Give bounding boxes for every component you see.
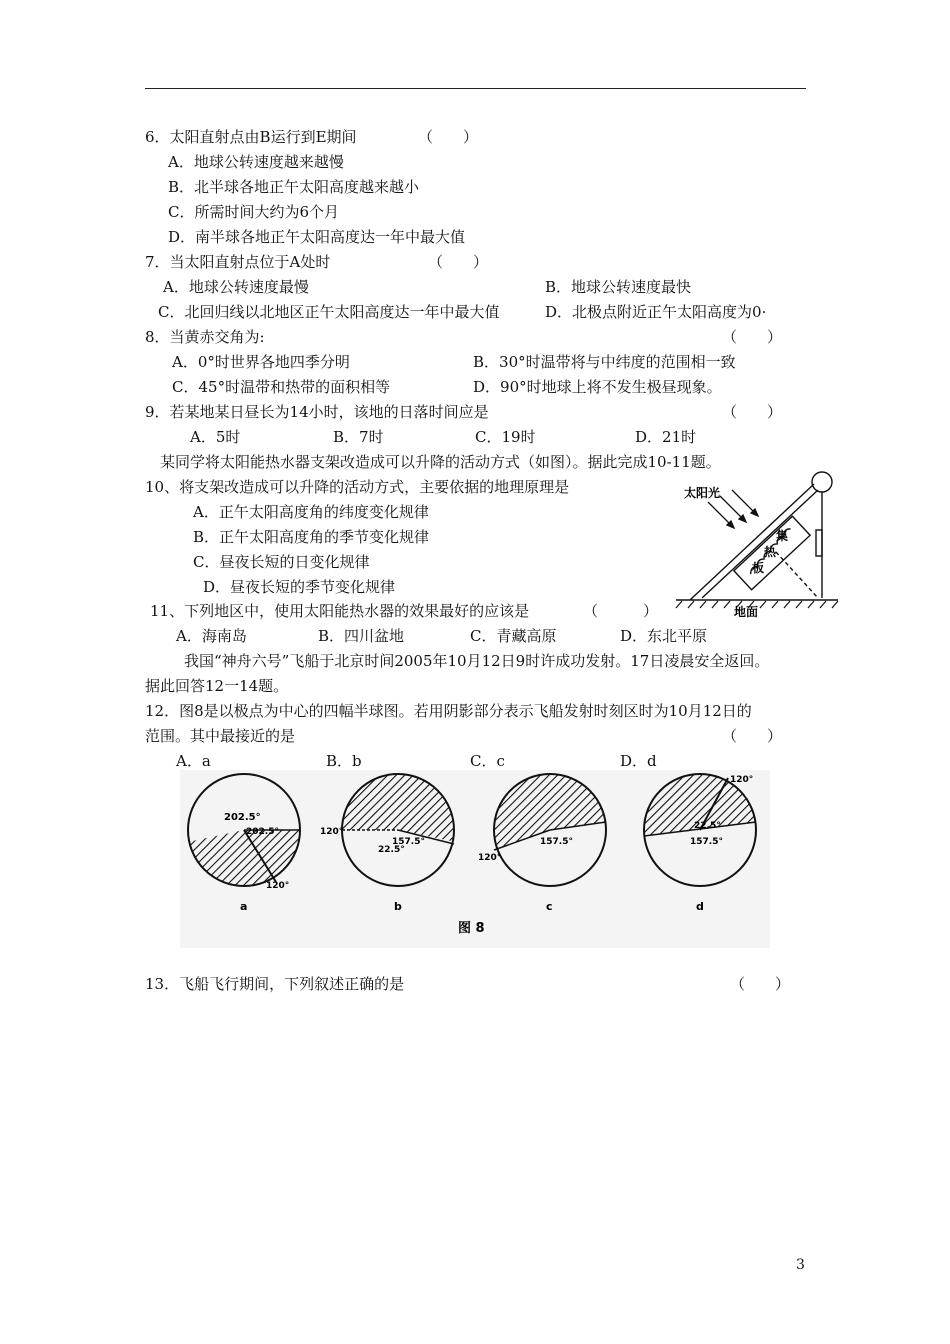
- q12-stem-line2: 范围。其中最接近的是: [145, 727, 296, 745]
- q13-stem: 13．飞船飞行期间，下列叙述正确的是: [145, 975, 405, 993]
- q7-option-a: A．地球公转速度最慢: [163, 278, 309, 296]
- q12-option-c: C．c: [470, 752, 505, 770]
- q8-stem: 8．当黄赤交角为:: [145, 328, 265, 346]
- q7-stem: 7．当太阳直射点位于A处时: [145, 253, 331, 271]
- q11-option-d: D．东北平原: [620, 627, 708, 645]
- hemisphere-b-label2: 157.5°: [392, 837, 425, 847]
- q7-answer-paren: （ ）: [428, 253, 489, 271]
- q11-answer-paren: （ ）: [583, 602, 659, 620]
- hemisphere-b-label3: 22.5°: [378, 845, 405, 855]
- ground-label: 地面: [734, 605, 759, 619]
- q8-option-b: B．30°时温带将与中纬度的范围相一致: [473, 353, 736, 371]
- heater-char-ji: 集: [776, 529, 789, 543]
- figure-8-caption: 图 8: [458, 921, 485, 936]
- q9-option-b: B．7时: [333, 428, 384, 446]
- q8-option-d: D．90°时地球上将不发生极昼现象。: [473, 378, 722, 396]
- hemisphere-d-letter: d: [696, 900, 704, 913]
- q13-answer-paren: （ ）: [730, 975, 791, 993]
- hemisphere-b-label1: 120°: [320, 827, 344, 837]
- hemisphere-a-label2: 202.5°: [246, 827, 279, 837]
- intro-12-14-line2: 据此回答12一14题。: [145, 677, 289, 695]
- q12-option-b: B．b: [326, 752, 362, 770]
- q9-answer-paren: （ ）: [722, 403, 783, 421]
- q8-option-a: A．0°时世界各地四季分明: [172, 353, 350, 371]
- hemisphere-d-label3: 157.5°: [690, 837, 723, 847]
- q12-stem-line1: 12．图8是以极点为中心的四幅半球图。若用阴影部分表示飞船发射时刻区时为10月12日的: [145, 702, 752, 720]
- q11-option-a: A．海南岛: [176, 627, 247, 645]
- q10-stem: 10、将支架改造成可以升降的活动方式，主要依据的地理原理是: [145, 478, 570, 496]
- q6-option-a: A．地球公转速度越来越慢: [168, 153, 344, 171]
- q11-option-c: C．青藏高原: [470, 627, 557, 645]
- q10-option-b: B．正午太阳高度角的季节变化规律: [193, 528, 430, 546]
- q12-option-d: D．d: [620, 752, 657, 770]
- heater-char-re: 热: [764, 545, 777, 559]
- q9-option-c: C．19时: [475, 428, 536, 446]
- hemisphere-d-label1: 120°: [730, 775, 754, 785]
- q8-answer-paren: （ ）: [722, 328, 783, 346]
- q8-option-c: C．45°时温带和热带的面积相等: [172, 378, 391, 396]
- q7-option-b: B．地球公转速度最快: [545, 278, 692, 296]
- hemisphere-c-label2: 157.5°: [540, 837, 573, 847]
- q7-option-d: D．北极点附近正午太阳高度为0·: [545, 303, 767, 321]
- intro-10-11: 某同学将太阳能热水器支架改造成可以升降的活动方式（如图）。据此完成10-11题。: [160, 453, 721, 471]
- q12-answer-paren: （ ）: [722, 727, 783, 745]
- hemisphere-d-label2: 22.5°: [694, 821, 721, 831]
- q6-option-d: D．南半球各地正午太阳高度达一年中最大值: [168, 228, 466, 246]
- q7-option-c: C．北回归线以北地区正午太阳高度达一年中最大值: [158, 303, 500, 321]
- q10-option-d: D．昼夜长短的季节变化规律: [203, 578, 396, 596]
- q6-option-b: B．北半球各地正午太阳高度越来越小: [168, 178, 420, 196]
- figure-8: [180, 770, 770, 948]
- q10-option-c: C．昼夜长短的日变化规律: [193, 553, 370, 571]
- hemisphere-a-label3: 120°: [266, 881, 290, 891]
- intro-12-14-line1: 我国“神舟六号”飞船于北京时间2005年10月12日9时许成功发射。17日凌晨安全返回。: [184, 652, 770, 670]
- solar-heater-figure: [672, 470, 842, 620]
- sunlight-label: 太阳光: [684, 486, 721, 500]
- page-number: 3: [796, 1257, 805, 1273]
- header-rule: [145, 88, 806, 89]
- q11-stem: 11、下列地区中，使用太阳能热水器的效果最好的应该是: [150, 602, 530, 620]
- q11-option-b: B．四川盆地: [318, 627, 405, 645]
- q6-option-c: C．所需时间大约为6个月: [168, 203, 340, 221]
- hemisphere-c-label1: 120°: [478, 853, 502, 863]
- q9-stem: 9．若某地某日昼长为14小时，该地的日落时间应是: [145, 403, 489, 421]
- hemisphere-c-letter: c: [546, 900, 553, 913]
- q10-option-a: A．正午太阳高度角的纬度变化规律: [193, 503, 429, 521]
- q9-option-a: A．5时: [190, 428, 241, 446]
- q6-stem: 6．太阳直射点由B运行到E期间: [145, 128, 357, 146]
- hemisphere-a-letter: a: [240, 900, 248, 913]
- hemisphere-b-letter: b: [394, 900, 402, 913]
- heater-char-ban: 板: [752, 561, 765, 575]
- q6-answer-paren: （ ）: [418, 128, 479, 146]
- q12-option-a: A．a: [176, 752, 211, 770]
- hemisphere-a-label1: 202.5°: [224, 812, 261, 823]
- q9-option-d: D．21时: [635, 428, 697, 446]
